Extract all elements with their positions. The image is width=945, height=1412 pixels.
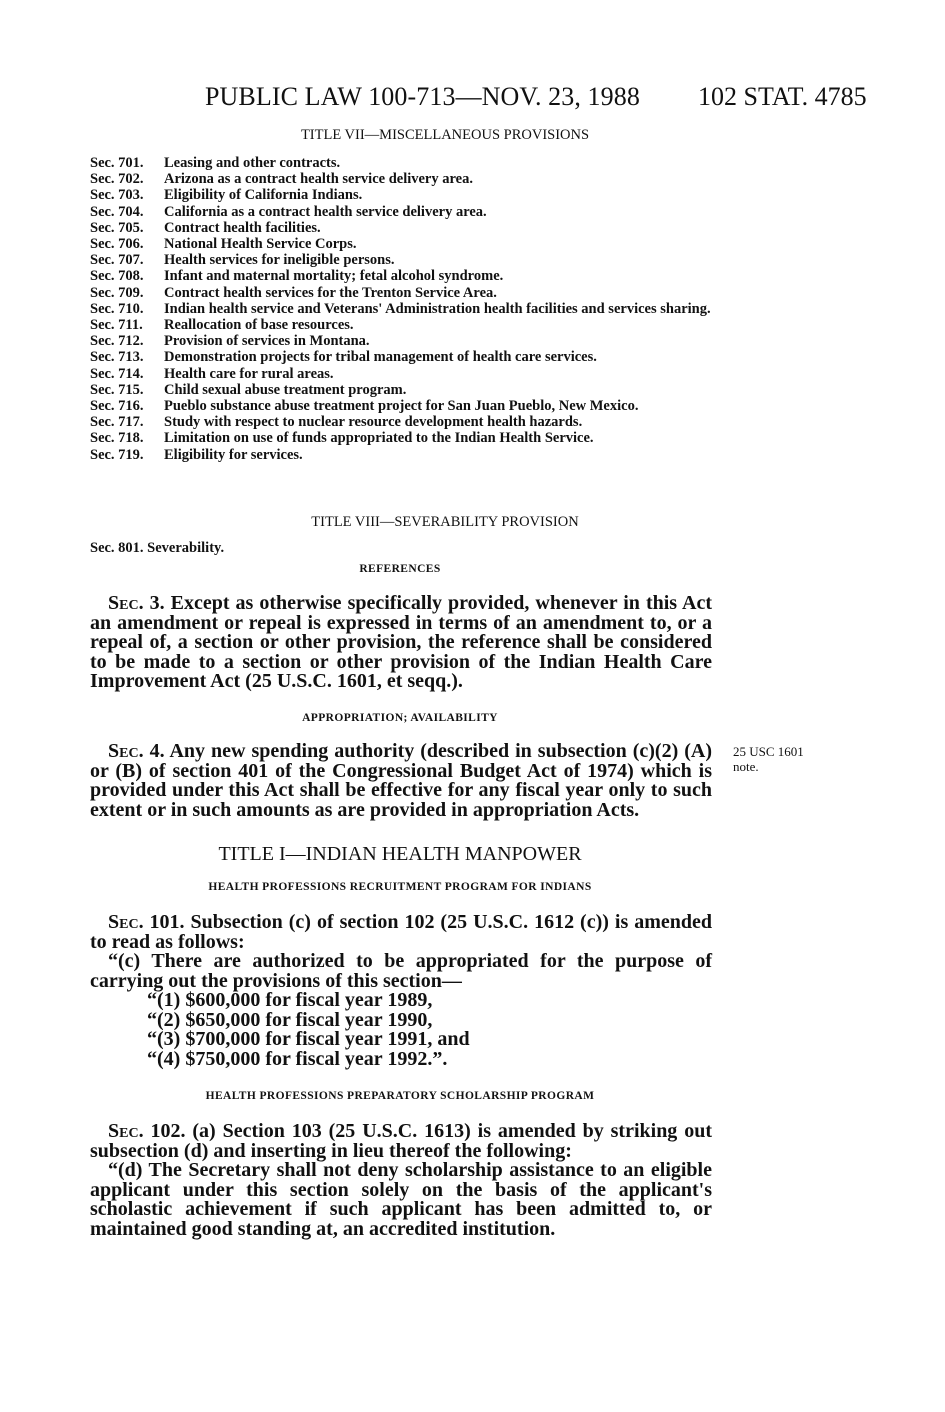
toc-item-number: Sec. 717.: [90, 414, 144, 431]
appropriation-heading: APPROPRIATION; AVAILABILITY: [302, 712, 498, 724]
toc-item-title: National Health Service Corps.: [164, 236, 357, 253]
toc-item-title: Eligibility of California Indians.: [164, 187, 363, 204]
toc-item: [90, 382, 715, 398]
toc-item-title: Indian health service and Veterans' Administration health facilities and services sharing.: [164, 300, 711, 317]
toc-item-number: Sec. 714.: [90, 365, 144, 382]
toc-item-title: Provision of services in Montana.: [164, 333, 370, 350]
toc-item: [90, 398, 715, 414]
toc-item-title: Contract health facilities.: [164, 219, 321, 236]
toc-item-number: Sec. 710.: [90, 300, 144, 317]
section-102-quote: “(d) The Secretary shall not deny scholarship assistance to an eligible applicant under this section solely on the basis of the applicant's scholastic achievement if such applicant has been admitted to, or maintained good standing at, an accredited institution.: [90, 1159, 712, 1240]
toc-item-number: Sec. 706.: [90, 236, 144, 253]
toc-item: [90, 236, 715, 252]
toc-item: [90, 285, 715, 301]
sec-label: Sec.: [108, 740, 144, 762]
toc-item-number: Sec. 703.: [90, 187, 144, 204]
toc-item-title: Infant and maternal mortality; fetal alcohol syndrome.: [164, 268, 504, 285]
appropriation-list-item: “(1) $600,000 for fiscal year 1989,: [147, 989, 433, 1011]
toc-item: [90, 220, 715, 236]
toc-item: [90, 252, 715, 268]
toc-item-number: Sec. 711.: [90, 317, 143, 334]
toc-item-title: Reallocation of base resources.: [164, 317, 354, 334]
page-stat-number: 102 STAT. 4785: [698, 82, 867, 111]
toc-item-number: Sec. 713.: [90, 349, 144, 366]
toc-item-number: Sec. 704.: [90, 203, 144, 220]
toc-item: [90, 333, 715, 349]
section-101-paragraph: [90, 913, 712, 1069]
sec-label: Sec.: [108, 1120, 144, 1142]
margin-note-line: 25 USC 1601: [733, 744, 804, 759]
toc-item: [90, 366, 715, 382]
toc-item-title: Demonstration projects for tribal management of health care services.: [164, 349, 597, 366]
section-4-text: 4. Any new spending authority (described in subsection (c)(2) (A) or (B) of section 401 of the Congressional Budget Act of 1974) which is provided under this Act shall be effective for any fiscal year only to such extent or in such amounts as are provided in appropriation Acts.: [90, 740, 712, 821]
appropriation-list-item: “(4) $750,000 for fiscal year 1992.”.: [147, 1047, 448, 1070]
sec-101-heading: HEALTH PROFESSIONS RECRUITMENT PROGRAM FOR INDIANS: [208, 881, 592, 893]
toc-item-sec-801: Sec. 801. Severability.: [90, 540, 225, 556]
section-102-paragraph: [90, 1122, 712, 1239]
section-3-text: 3. Except as otherwise specifically provided, whenever in this Act an amendment or repeal is expressed in terms of an amendment to, or a repeal of, a section or other provision, the reference shall be considered to be made to a section or other provision of the Indian Health Care Improvement Act (25 U.S.C. 1601, et seqq.).: [90, 592, 712, 692]
appropriation-list-item: “(3) $700,000 for fiscal year 1991, and: [147, 1028, 470, 1050]
toc-item-number: Sec. 708.: [90, 268, 144, 285]
sec-102-heading: HEALTH PROFESSIONS PREPARATORY SCHOLARSHIP PROGRAM: [205, 1090, 595, 1102]
toc-item-title: Pueblo substance abuse treatment project for San Juan Pueblo, New Mexico.: [164, 398, 639, 415]
margin-note-line: note.: [733, 759, 759, 774]
sec-label: Sec.: [108, 592, 144, 614]
toc-item: [90, 301, 715, 317]
toc-item: [90, 268, 715, 284]
toc-item: [90, 317, 715, 333]
toc-item: [90, 414, 715, 430]
running-header: PUBLIC LAW 100-713—NOV. 23, 1988: [205, 82, 640, 111]
toc-item-title: California as a contract health service delivery area.: [164, 203, 487, 220]
toc-item-number: Sec. 707.: [90, 252, 144, 269]
toc-item-title: Arizona as a contract health service delivery area.: [164, 171, 473, 188]
title-vii-heading: TITLE VII—MISCELLANEOUS PROVISIONS: [300, 127, 590, 143]
toc-item-number: Sec. 718.: [90, 430, 144, 447]
toc-item-number: Sec. 701.: [90, 155, 144, 171]
section-3-paragraph: [90, 594, 712, 692]
title-vii-toc: [90, 155, 715, 463]
toc-item-number: Sec. 702.: [90, 171, 144, 188]
toc-item-number: Sec. 712.: [90, 333, 144, 350]
title-viii-heading: TITLE VIII—SEVERABILITY PROVISION: [311, 514, 579, 530]
toc-item-number: Sec. 705.: [90, 219, 144, 236]
toc-item-title: Eligibility for services.: [164, 446, 303, 463]
toc-item-number: Sec. 709.: [90, 284, 144, 301]
margin-citation-note: [733, 744, 853, 774]
toc-item: [90, 430, 715, 446]
toc-item: [90, 447, 715, 463]
toc-item-title: Health services for ineligible persons.: [164, 252, 395, 269]
toc-item-title: Health care for rural areas.: [164, 365, 334, 382]
references-heading: REFERENCES: [359, 563, 441, 575]
toc-item: [90, 204, 715, 220]
toc-item-title: Limitation on use of funds appropriated to the Indian Health Service.: [164, 430, 594, 447]
toc-item-title: Child sexual abuse treatment program.: [164, 381, 407, 398]
appropriation-list-item: “(2) $650,000 for fiscal year 1990,: [147, 1008, 433, 1031]
toc-item-title: Contract health services for the Trenton Service Area.: [164, 284, 497, 301]
toc-item-title: Leasing and other contracts.: [164, 155, 341, 171]
section-102-intro: 102. (a) Section 103 (25 U.S.C. 1613) is amended by striking out subsection (d) and inserting in lieu thereof the following:: [90, 1120, 712, 1162]
toc-item-number: Sec. 719.: [90, 446, 144, 463]
sec-label: Sec.: [108, 911, 144, 933]
toc-item: [90, 171, 715, 187]
toc-item-number: Sec. 716.: [90, 398, 144, 415]
toc-item: [90, 349, 715, 365]
section-101-intro: 101. Subsection (c) of section 102 (25 U.S.C. 1612 (c)) is amended to read as follows:: [90, 911, 712, 953]
toc-item: [90, 155, 715, 171]
toc-item-title: Study with respect to nuclear resource development health hazards.: [164, 414, 583, 431]
section-4-paragraph: [90, 742, 712, 820]
title-i-heading: TITLE I—INDIAN HEALTH MANPOWER: [218, 843, 582, 865]
toc-item-number: Sec. 715.: [90, 381, 144, 398]
section-101-quote: “(c) There are authorized to be appropriated for the purpose of carrying out the provisions of this section—: [90, 950, 712, 992]
toc-item: [90, 187, 715, 203]
